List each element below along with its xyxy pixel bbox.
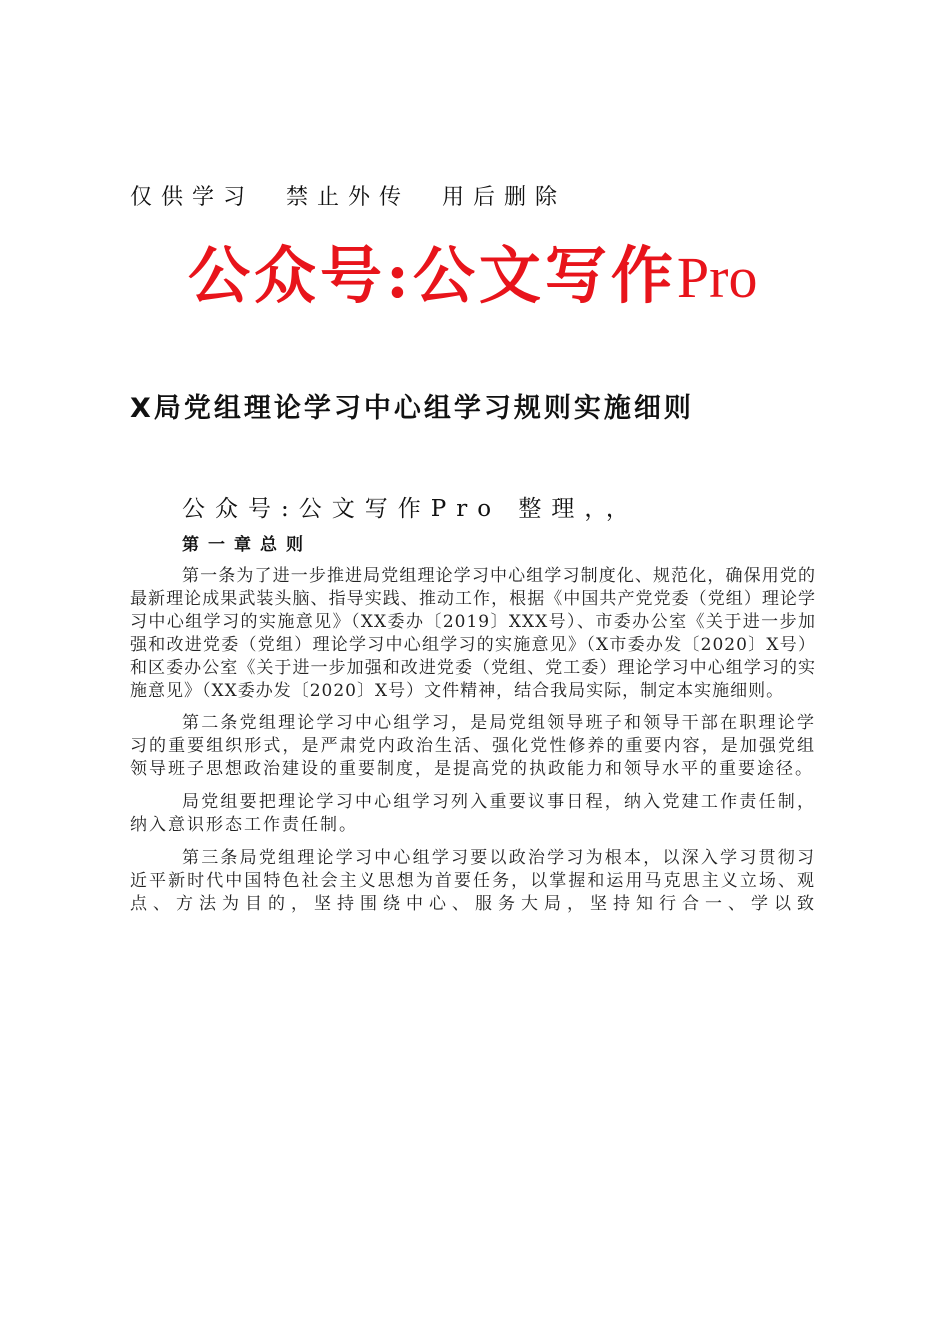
paragraph-article-1: 第一条为了进一步推进局党组理论学习中心组学习制度化、规范化，确保用党的最新理论成果武装头脑、指导实践、推动工作，根据《中国共产党党委（党组）理论学习中心组学习的实施意见》（XX委办〔2019〕XXX号）、市委办公室《关于进一步加强和改进党委（党组）理论学习中心组学习的实施意见》（X市委办发〔2020〕X号）和区委办公室《关于进一步加强和改进党委（党组、党工委）理论学习中心组学习的实施意见》（XX委办发〔2020〕X号）文件精神，结合我局实际，制定本实施细则。 (130, 566, 816, 701)
paragraph-article-3: 第三条局党组理论学习中心组学习要以政治学习为根本，以深入学习贯彻习近平新时代中国特色社会主义思想为首要任务，以掌握和运用马克思主义立场、观点、方法为目的，坚持围绕中心、服务大局，坚持知行合一、学以致 (130, 847, 816, 914)
paragraph-agenda: 局党组要把理论学习中心组学习列入重要议事日程，纳入党建工作责任制，纳入意识形态工作责任制。 (130, 792, 816, 836)
brand-cjk: 公众号:公文写作 (188, 239, 677, 312)
source-line: 公众号:公文写作Pro 整理，， (182, 496, 639, 522)
paragraph-article-2: 第二条党组理论学习中心组学习，是局党组领导班子和领导干部在职理论学习的重要组织形式，是严肃党内政治生活、强化党性修养的重要内容，是加强党组领导班子思想政治建设的重要制度，是提高党的执政能力和领导水平的重要途径。 (130, 713, 816, 780)
document-body (130, 565, 816, 926)
distribution-notice: 仅供学习 禁止外传 用后删除 (130, 185, 566, 210)
brand-latin: Pro (676, 245, 758, 310)
brand-watermark (188, 226, 757, 315)
document-title: X局党组理论学习中心组学习规则实施细则 (130, 393, 694, 424)
chapter-heading: 第一章总则 (182, 535, 312, 555)
